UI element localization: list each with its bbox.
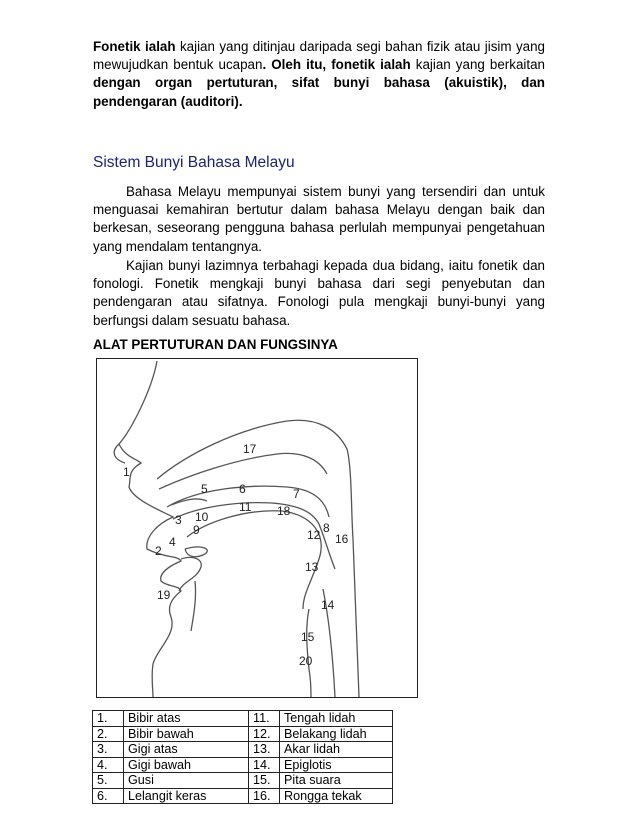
table-row (93, 788, 393, 804)
table-cell: Lelangit keras (124, 788, 249, 804)
diagram-label: 10 (195, 510, 209, 524)
paragraph-2: Kajian bunyi lazimnya terbahagi kepada dua bidang, iaitu fonetik dan fonologi. Fonetik mengkaji bunyi bahasa dari segi penyebutan dan pendengaran atau sifatnya. Fonologi pula mengkaji bunyi-bunyi yang berfungsi dalam sesuatu bahasa. (93, 258, 545, 328)
intro-text-1: kajian yang ditinjau daripada segi bahan fizik atau jisim yang mewujudkan bentuk ucapan (93, 39, 545, 73)
diagram-label: 2 (155, 544, 162, 558)
diagram-label: 7 (293, 487, 300, 501)
section-title: Sistem Bunyi Bahasa Melayu (93, 154, 295, 171)
table-cell: Pita suara (280, 773, 393, 789)
subheading: ALAT PERTUTURAN DAN FUNGSINYA (93, 337, 338, 352)
table-cell: Epiglotis (280, 757, 393, 773)
table-cell: Gusi (124, 773, 249, 789)
intro-paragraph (93, 38, 545, 111)
table-cell: 11. (249, 711, 280, 727)
diagram-label: 8 (323, 521, 330, 535)
table-row (93, 726, 393, 742)
speech-organs-diagram (96, 358, 418, 698)
diagram-label: 14 (321, 598, 335, 612)
diagram-label: 9 (193, 523, 200, 537)
diagram-label: 20 (299, 654, 313, 668)
diagram-label: 3 (175, 513, 182, 527)
table-cell: 16. (249, 788, 280, 804)
table-cell: 14. (249, 757, 280, 773)
diagram-label: 18 (277, 504, 291, 518)
diagram-label: 12 (307, 528, 321, 542)
diagram-label: 17 (243, 442, 257, 456)
table-cell: Belakang lidah (280, 726, 393, 742)
intro-text-3: kajian yang berkaitan (410, 57, 545, 73)
table-cell: Rongga tekak (280, 788, 393, 804)
table-cell: 12. (249, 726, 280, 742)
diagram-label: 15 (301, 630, 315, 644)
table-row (93, 757, 393, 773)
table-cell: 2. (93, 726, 124, 742)
diagram-label: 4 (169, 535, 176, 549)
diagram-label: 19 (157, 588, 171, 602)
table-cell: Bibir bawah (124, 726, 249, 742)
table-cell: 13. (249, 742, 280, 758)
table-cell: Gigi bawah (124, 757, 249, 773)
vocal-tract-drawing (97, 359, 419, 699)
paragraph-1: Bahasa Melayu mempunyai sistem bunyi yang tersendiri dan untuk menguasai kemahiran bertutur dalam bahasa Melayu dengan baik dan berkesan, seseorang pengguna bahasa perlulah mempunyai pengetahuan yang mendalam tentangnya. (93, 184, 545, 254)
table-row (93, 773, 393, 789)
diagram-label: 5 (201, 482, 208, 496)
table-cell: 3. (93, 742, 124, 758)
table-cell: Bibir atas (124, 711, 249, 727)
diagram-label: 11 (239, 500, 252, 514)
diagram-label: 13 (305, 560, 319, 574)
table-cell: 1. (93, 711, 124, 727)
organs-table (92, 710, 393, 804)
table-cell: Gigi atas (124, 742, 249, 758)
diagram-label: 6 (239, 482, 246, 496)
table-cell: 5. (93, 773, 124, 789)
table-row (93, 742, 393, 758)
intro-term: Fonetik ialah (93, 39, 176, 54)
table-cell: 4. (93, 757, 124, 773)
table-cell: Tengah lidah (280, 711, 393, 727)
intro-text-4: dengan organ pertuturan, sifat bunyi bahasa (akuistik), dan pendengaran (auditori). (93, 75, 545, 109)
diagram-label: 16 (335, 532, 349, 546)
table-cell: 15. (249, 773, 280, 789)
intro-text-2: . Oleh itu, fonetik ialah (262, 57, 411, 73)
table-cell: Akar lidah (280, 742, 393, 758)
diagram-label: 1 (123, 465, 130, 479)
table-row (93, 711, 393, 727)
table-cell: 6. (93, 788, 124, 804)
